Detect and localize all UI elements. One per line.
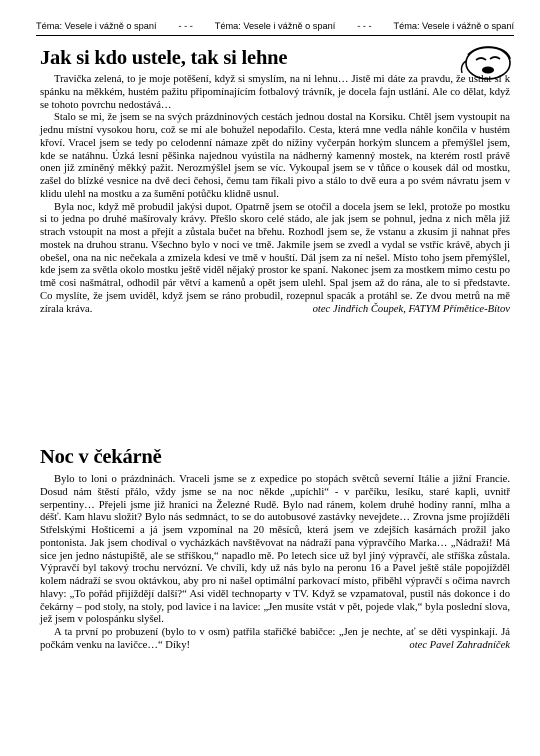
article-body-2 [40, 474, 510, 653]
header-separator-1: - - - [178, 21, 193, 31]
article-1-paragraph-3-text: Byla noc, když mě probudil jakýsi dupot. Opatrně jsem se otočil a docela jsem se lekl, protože po mostku si to jedna po druhé mašírovaly krávy. Přešlo skoro celé stádo, ale jak jsem se pohnul, jedna z nich měla již strach vstoupit na most a přejít a zůstala bučet na břehu. Rozhodl jsem se, že vstanu a zkusím ji nahnat přes mostek na druhou stranu. Všechno bylo v noci ve tmě. Jakmile jsem se zvedl a vydal se vstříc krávě, abych ji obešel, ona na nic nečekala a zmizela kdesi ve tmě v houští. Dál jsem za ní nešel. Místo toho jsem přemýšlel, kde jsem za světla okolo mostku ještě viděl nějaký prostor ke spaní. Nakonec jsem za mostkem mimo cestu po tmě cosi našmátral, odhodil pár větví a kamenů a opět jsem ulehl. Spal jsem až do rána, ale to si představte. Co myslíte, že jsem uviděl, když jsem se ráno probudil, rozepnul spacák a protáhl se. Ze dvou metrů na mě zírala kráva. [40, 201, 510, 315]
article-body-1 [40, 74, 510, 316]
article-2-paragraph-1: Bylo to loni o prázdninách. Vraceli jsme se z expedice po stopách světců severní Itálie a jižní Francie. Dosud nám štěstí přálo, vždy jsme se na noc někde „upíchli“ - v parčíku, lesíku, staré kapli, uvnitř serpentiny… Přejeli jsme již hranici na Železné Rudě. Bylo nad ránem, kolem druhé hodiny ranní, mlha a déšť. Kam hlavu složit? Bylo nás sedmnáct, to se do autobusové zastávky nevejdete… Zrovna jsme projížděli Střelskými Hošticemi a já jsem vzpomínal na 20 měsíců, která jsem ve zdejších kasárnách prožil jako pontonista. Jak jsem chodíval o vycházkách navštěvovat na nádraží pana výpravčího Marka… „Nádraží! Má sice jen jedno nástupiště, ale se stříškou,“ napadlo mě. Po letech sice už byl jiný výpravčí, ale stříška zůstala. Výpravčí byl takový trochu nervózní. Ve chvíli, kdy už nás bylo na peronu 16 a Pavel ještě stále popojížděl kolem nádraží se svou oktávkou, aby pro ni našel optimální parkovací místo, přiběhl výpravčí s očima navrch hlavy: „To pořád přijíždějí další?“ Asi viděl technoparty v TV. Když se vzpamatoval, pustil nás dokonce i do čekárny – pod stoly, na stoly, pod lavice i na lavice: „Jen musíte vstát v pět, pojede vlak,“ byla poslední slova, jež jsem v polospánku slyšel. [40, 474, 510, 626]
article-1-paragraph-2: Stalo se mi, že jsem se na svých prázdninových cestách jednou dostal na Korsiku. Chtěl jsem vystoupit na jednu místní vysokou horu, což se mi ale bohužel nepodařilo. Cesta, která mne vedla náhle končila v hustém křoví. Vracel jsem se tedy po celodenní námaze zpět do nížiny vyčerpán horkým sluncem a přemýšlel jsem, kde se natáhnu. Úzká lesní pěšinka najednou vyústila na nádherný kamenný mostek, na kterém rostl právě onen již zmíněný měkký pažit. Nerozmýšlel jsem se víc. Vykoupal jsem se v tůňce o kousek dál od mostku, zašel do blízké vesnice na dvě deci čehosi, čemu tam říkali pivo a stálo to dvě eura a po svém návratu jsem v klidu ulehl na mostku a za šumění potůčku klidně usnul. [40, 112, 510, 200]
header-topic-3: Téma: Vesele i vážně o spaní [393, 21, 514, 31]
article-1-paragraph-3 [40, 202, 510, 317]
header-rule [36, 35, 514, 36]
article-1-paragraph-1: Travička zelená, to je moje potěšení, když si smyslím, na ni lehnu… Jistě mi dáte za pravdu, že ustlat si k spánku na měkkém, hustém pažitu připomínajícím fotbalový trávník, je docela fajn ustlání. Ale co dělat, když se tohoto povrchu nedostává… [40, 74, 510, 111]
article-title-1: Jak si kdo ustele, tak si lehne [40, 47, 288, 69]
article-2-paragraph-2 [40, 627, 510, 653]
header-topic-2: Téma: Vesele i vážně o spaní [214, 21, 336, 31]
running-header [36, 21, 514, 31]
article-1-signature: otec Jindřich Čoupek, FATYM Přímětice-Bítov [312, 303, 510, 315]
header-separator-2: - - - [357, 21, 372, 31]
header-topic-1: Téma: Vesele i vážně o spaní [36, 21, 157, 31]
article-title-2: Noc v čekárně [40, 446, 162, 468]
article-2-signature: otec Pavel Zahradníček [409, 639, 510, 651]
article-2-paragraph-2-text: A ta první po probuzení (bylo to v osm) patřila stařičké babičce: „Jen je nechte, ať se děti vyspinkají. Já počkám venku na lavičce…“ Díky! [40, 627, 510, 651]
